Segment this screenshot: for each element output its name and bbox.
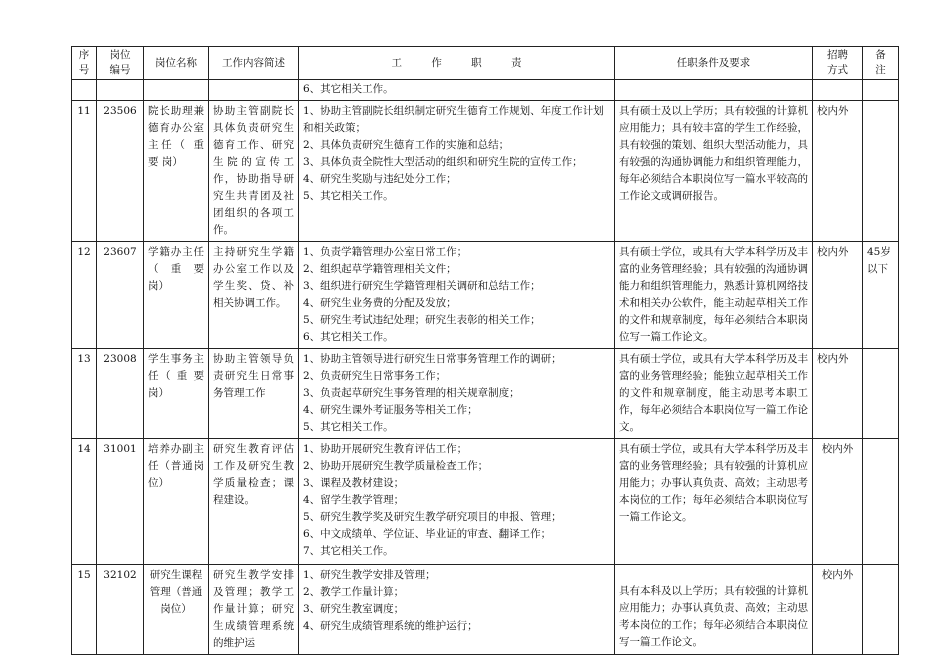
duty-line: 5、研究生考试违纪处理；研究生表彰的相关工作； [303,314,541,326]
header-no: 序 号 [72,47,97,80]
header-code: 岗位 编号 [97,47,144,80]
row-no: 14 [72,439,97,565]
continuation-duties [299,80,615,101]
row-post-name: 培养办副主任（普通岗位） [144,439,209,565]
row-notes [863,349,899,439]
row-mode: 校内外 [813,101,863,242]
cell-empty [144,80,209,101]
row-notes: 45岁以下 [863,242,899,349]
row-mode: 校内外 [813,242,863,349]
duty-line: 1、协助主管领导进行研究生日常事务管理工作的调研； [303,353,562,365]
row-summary: 协助主管领导负责研究生日常事务管理工作 [209,349,299,439]
row-post-name: 研究生课程管理（普通岗位） [144,565,209,655]
duty-line: 3、研究生教室调度； [303,603,405,615]
duty-line: 4、研究生成绩管理系统的维护运行； [303,620,478,632]
table-row [72,101,899,242]
row-notes [863,439,899,565]
row-notes [863,565,899,655]
row-duties [299,101,615,242]
table-row [72,439,899,565]
header-notes: 备 注 [863,47,899,80]
duty-line: 6、中文成绩单、学位证、毕业证的审查、翻译工作； [303,528,552,540]
duty-line: 4、研究生奖励与违纪处分工作； [303,173,457,185]
duty-line: 1、协助主管副院长组织制定研究生德育工作规划、年度工作计划和相关政策； [303,105,604,134]
row-duties [299,565,615,655]
duty-line: 3、具体负责全院性大型活动的组织和研究生院的宣传工作； [303,156,583,168]
cell-empty [615,80,813,101]
row-no: 13 [72,349,97,439]
table-row [72,349,899,439]
duty-line: 5、其它相关工作。 [303,190,394,202]
duty-line: 7、其它相关工作。 [303,545,394,557]
row-mode: 校内外 [813,349,863,439]
row-requirements: 具有硕士学位，或具有大学本科学历及丰富的业务管理经验；能独立起草相关工作的文件和规章制度，能主动思考本职工作，每年必须结合本职岗位写一篇工作论文。 [615,349,813,439]
row-duties [299,242,615,349]
cell-empty [813,80,863,101]
row-mode: 校内外 [813,439,863,565]
cell-empty [97,80,144,101]
cell-empty [863,80,899,101]
duty-line: 2、教学工作量计算； [303,586,405,598]
table-row [72,242,899,349]
row-no: 12 [72,242,97,349]
header-row [72,47,899,80]
row-code: 32102 [97,565,144,655]
duty-line: 4、留学生教学管理； [303,494,405,506]
duty-line: 3、课程及教材建设； [303,477,405,489]
header-duties: 工 作 职 责 [299,47,615,80]
row-requirements: 具有硕士学位，或具有大学本科学历及丰富的业务管理经验；具有较强的计算机应用能力；办事认真负责、高效；主动思考本岗位的工作；每年必须结合本职岗位写一篇工作论文。 [615,439,813,565]
row-duties [299,349,615,439]
row-requirements: 具有硕士及以上学历；具有较强的计算机应用能力；具有较丰富的学生工作经验，具有较强的策划、组织大型活动能力，具有较强的沟通协调能力和组织管理能力，每年必须结合本职岗位写一篇水平较高的工作论文或调研报告。 [615,101,813,242]
duty-line: 1、研究生教学安排及管理； [303,569,436,581]
duty-line: 2、负责研究生日常事务工作； [303,370,447,382]
row-summary: 协助主管副院长具体负责研究生德育工作、研究生院的宣传工作，协助指导研究生共青团及社团组织的各项工作。 [209,101,299,242]
duty-line: 1、协助开展研究生教育评估工作； [303,443,468,455]
row-post-name: 院长助理兼德育办公室主任（ 重 要 岗） [144,101,209,242]
cell-empty [72,80,97,101]
duty-line: 2、具体负责研究生德育工作的实施和总结； [303,139,510,151]
duty-line: 5、其它相关工作。 [303,421,394,433]
header-summary: 工作内容简述 [209,47,299,80]
row-code: 31001 [97,439,144,565]
header-mode: 招聘 方式 [813,47,863,80]
row-no: 15 [72,565,97,655]
duty-line: 3、负责起草研究生事务管理的相关规章制度； [303,387,520,399]
duty-line: 1、负责学籍管理办公室日常工作； [303,246,468,258]
duty-line: 2、组织起草学籍管理相关文件； [303,263,457,275]
row-post-name: 学籍办主任（ 重 要 岗） [144,242,209,349]
row-post-name: 学生事务主任（ 重 要 岗） [144,349,209,439]
row-duties [299,439,615,565]
cell-empty [209,80,299,101]
row-summary: 研究生教育评估工作及研究生教学质量检查；课程建设。 [209,439,299,565]
continuation-row [72,80,899,101]
row-summary: 主持研究生学籍办公室工作以及学生奖、贷、补相关协调工作。 [209,242,299,349]
row-requirements: 具有硕士学位，或具有大学本科学历及丰富的业务管理经验；具有较强的沟通协调能力和组织管理能力，熟悉计算机网络技术和相关办公软件，能主动起草相关工作的文件和规章制度，每年必须结合本职岗位写一篇工作论文。 [615,242,813,349]
row-code: 23506 [97,101,144,242]
duty-line: 4、研究生业务费的分配及发放； [303,297,457,309]
duty-line: 4、研究生课外考证服务等相关工作； [303,404,478,416]
row-notes [863,101,899,242]
header-name: 岗位名称 [144,47,209,80]
duty-line: 2、协助开展研究生教学质量检查工作； [303,460,489,472]
row-code: 23008 [97,349,144,439]
row-summary: 研究生教学安排及管理；教学工作量计算；研究生成绩管理系统的维护运 [209,565,299,655]
duty-line: 5、研究生教学奖及研究生教学研究项目的申报、管理； [303,511,562,523]
row-no: 11 [72,101,97,242]
duty-line: 6、其它相关工作。 [303,83,394,95]
duty-line: 3、组织进行研究生学籍管理相关调研和总结工作； [303,280,541,292]
table-row [72,565,899,655]
row-code: 23607 [97,242,144,349]
job-posts-table [71,46,899,655]
duty-line: 6、其它相关工作。 [303,331,394,343]
row-mode: 校内外 [813,565,863,655]
row-requirements: 具有本科及以上学历；具有较强的计算机应用能力；办事认真负责、高效；主动思考本岗位的工作；每年必须结合本职岗位写一篇工作论文。 [615,565,813,655]
header-requirements: 任职条件及要求 [615,47,813,80]
